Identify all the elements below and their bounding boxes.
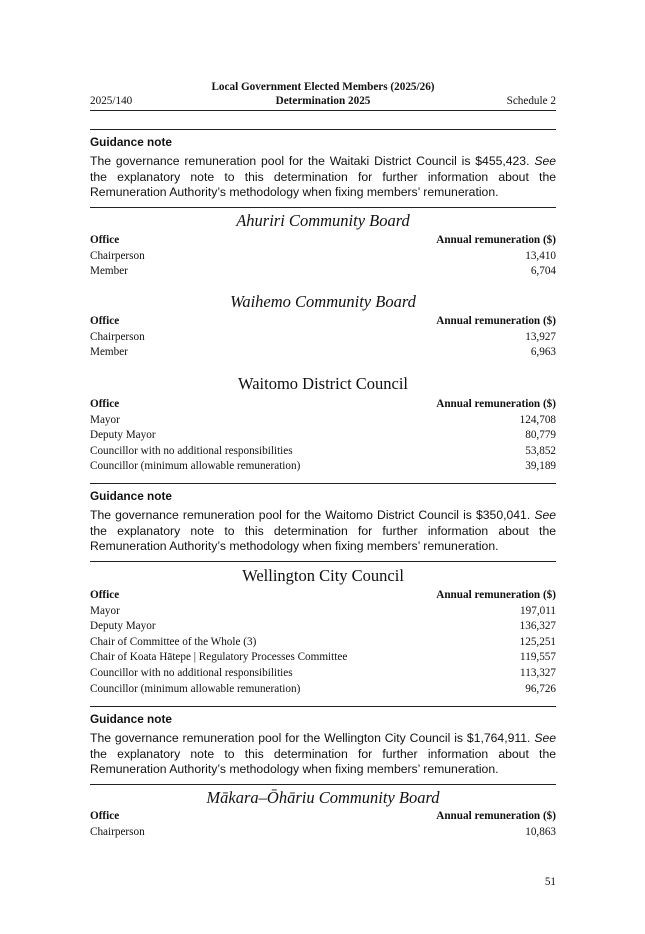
table-row: Councillor with no additional responsibilities 113,327 [90,666,556,679]
table-ahuriri [90,233,556,280]
table-makara-ohariu [90,809,556,840]
table-header-row: Office Annual remuneration ($) [90,589,556,601]
table-row: Chairperson 10,863 [90,825,556,838]
guidance-note-body: The governance remuneration pool for the Waitomo District Council is $350,041. See the explanatory note to this determination for further information about the Remuneration Authority’s methodology when fixing members’ remuneration. [90,508,556,553]
table-header-row: Office Annual remuneration ($) [90,234,556,246]
running-header-right: Schedule 2 [506,95,556,107]
guidance-note-body: The governance remuneration pool for the Wellington City Council is $1,764,911. See the explanatory note to this determination for further information about the Remuneration Authority’s methodology when fixing members’ remuneration. [90,731,556,776]
section-title-waihemo: Waihemo Community Board [230,292,416,311]
table-row: Chair of Committee of the Whole (3) 125,251 [90,635,556,648]
page-number: 51 [544,876,556,888]
header-rule [90,110,556,111]
table-row: Member 6,963 [90,346,556,359]
section-title-ahuriri: Ahuriri Community Board [236,211,410,230]
table-row: Chair of Koata Hātepe | Regulatory Processes Committee 119,557 [90,651,556,664]
guidance-note-waitomo [90,483,556,562]
section-title-makara-ohariu: Mākara–Ōhāriu Community Board [206,788,440,807]
table-row: Chairperson 13,410 [90,249,556,262]
table-header-row: Office Annual remuneration ($) [90,398,556,410]
running-header-left: 2025/140 [90,95,133,107]
section-title-waitomo: Waitomo District Council [237,374,409,393]
guidance-note-title: Guidance note [90,489,172,503]
table-row: Deputy Mayor 80,779 [90,429,556,442]
table-row: Councillor with no additional responsibilities 53,852 [90,444,556,457]
table-row: Chairperson 13,927 [90,330,556,343]
table-waitomo [90,397,556,475]
guidance-note-title: Guidance note [90,712,172,726]
guidance-note-body: The governance remuneration pool for the Waitaki District Council is $455,423. See the explanatory note to this determination for further information about the Remuneration Authority’s methodology when fixing members’ remuneration. [90,154,556,199]
table-row: Member 6,704 [90,265,556,278]
table-waihemo [90,314,556,361]
guidance-note-wellington [90,706,556,785]
table-row: Councillor (minimum allowable remuneration) 39,189 [90,460,556,473]
guidance-note-waitaki [90,129,556,208]
table-row: Mayor 197,011 [90,604,556,617]
table-header-row: Office Annual remuneration ($) [90,315,556,327]
table-row: Councillor (minimum allowable remuneration) 96,726 [90,682,556,695]
table-wellington [90,588,556,697]
table-header-row: Office Annual remuneration ($) [90,810,556,822]
section-title-wellington: Wellington City Council [242,566,404,585]
table-row: Deputy Mayor 136,327 [90,620,556,633]
guidance-note-title: Guidance note [90,135,172,149]
running-header-title: Local Government Elected Members (2025/26) Determination 2025 [211,81,435,107]
table-row: Mayor 124,708 [90,413,556,426]
